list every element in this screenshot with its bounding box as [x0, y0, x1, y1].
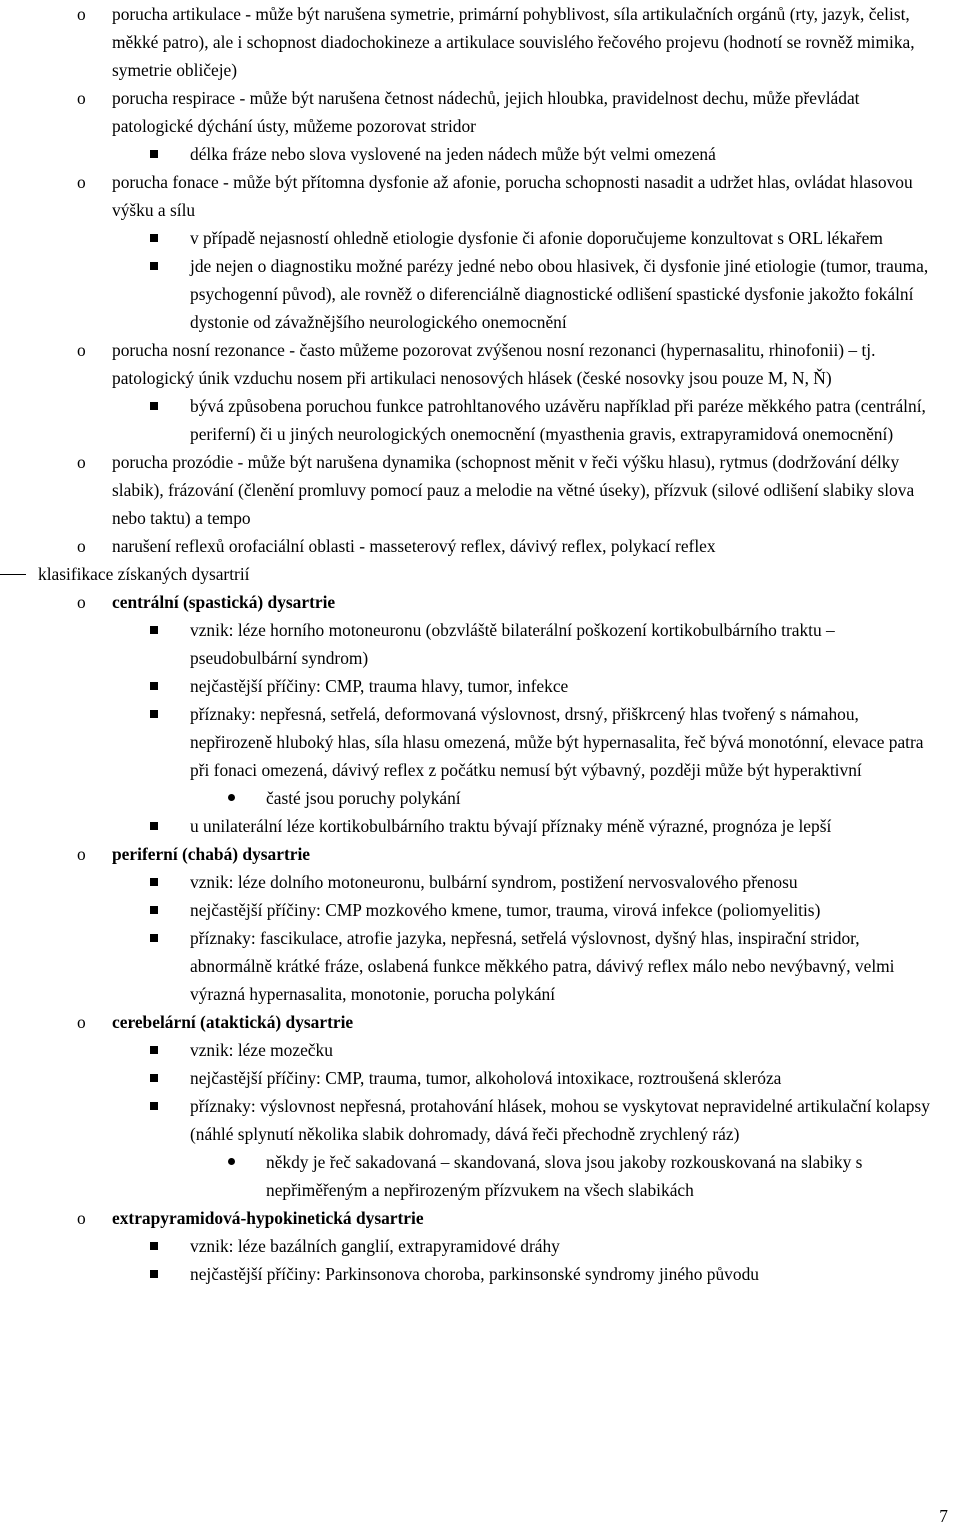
list-item-text: porucha nosní rezonance - často můžeme pozorovat zvýšenou nosní rezonanci (hypernasalitu, rhinofonii) – tj. patologický únik vzduchu nosem při artikulaci nenosových hlásek (české nosovky jsou pouze M, N, Ň): [112, 340, 876, 388]
list-item-text: vznik: léze mozečku: [190, 1040, 333, 1060]
list-item: [0, 700, 942, 784]
list-item-text: periferní (chabá) dysartrie: [112, 844, 311, 864]
list-item: [0, 168, 932, 224]
list-item: [0, 1204, 932, 1232]
list-item: [0, 812, 942, 840]
list-item: [0, 1008, 932, 1036]
list-item: [0, 1260, 942, 1288]
square-bullet-icon: [150, 262, 158, 270]
list-item-text: cerebelární (ataktická) dysartrie: [112, 1012, 354, 1032]
square-bullet-icon: [150, 1270, 158, 1278]
list-item: [0, 448, 932, 532]
list-item: [0, 1092, 942, 1148]
list-item-text: vznik: léze bazálních ganglií, extrapyramidové dráhy: [190, 1236, 560, 1256]
list-item-text: porucha respirace - může být narušena četnost nádechů, jejich hloubka, pravidelnost dechu, může převládat patologické dýchání ústy, můžeme pozorovat stridor: [112, 88, 860, 136]
square-bullet-icon: [150, 626, 158, 634]
square-bullet-icon: [150, 934, 158, 942]
square-bullet-icon: [150, 906, 158, 914]
list-item-text: klasifikace získaných dysartrií: [38, 564, 250, 584]
list-item: [0, 924, 942, 1008]
bullet-o-marker: o: [77, 452, 86, 472]
round-bullet-icon: [228, 1158, 235, 1165]
list-item: [0, 0, 932, 84]
list-item-text: nejčastější příčiny: CMP, trauma hlavy, tumor, infekce: [190, 676, 569, 696]
bullet-o-marker: o: [77, 536, 86, 556]
square-bullet-icon: [150, 234, 158, 242]
list-item: [0, 560, 938, 588]
list-item-text: nejčastější příčiny: Parkinsonova choroba, parkinsonské syndromy jiného původu: [190, 1264, 759, 1284]
list-item: [0, 588, 932, 616]
list-item: [0, 1036, 942, 1064]
square-bullet-icon: [150, 1102, 158, 1110]
list-item: [0, 1232, 942, 1260]
list-item: [0, 896, 942, 924]
list-item-text: vznik: léze horního motoneuronu (obzvláště bilaterální poškození kortikobulbárního traktu – pseudobulbární syndrom): [190, 620, 835, 668]
bullet-o-marker: o: [77, 1208, 86, 1228]
square-bullet-icon: [150, 1046, 158, 1054]
bullet-o-marker: o: [77, 1012, 86, 1032]
bullet-o-marker: o: [77, 340, 86, 360]
square-bullet-icon: [150, 878, 158, 886]
list-item: [0, 616, 942, 672]
list-item-text: nejčastější příčiny: CMP, trauma, tumor, alkoholová intoxikace, roztroušená skleróza: [190, 1068, 782, 1088]
list-item-text: extrapyramidová-hypokinetická dysartrie: [112, 1208, 424, 1228]
bullet-o-marker: o: [77, 88, 86, 108]
list-item: [0, 392, 942, 448]
list-item-text: délka fráze nebo slova vyslovené na jeden nádech může být velmi omezená: [190, 144, 716, 164]
list-item: [0, 1148, 936, 1204]
list-item-text: v případě nejasností ohledně etiologie dysfonie či afonie doporučujeme konzultovat s ORL lékařem: [190, 228, 883, 248]
dash-bullet-icon: [0, 574, 26, 575]
list-item: [0, 840, 932, 868]
list-item-text: porucha artikulace - může být narušena symetrie, primární pohyblivost, síla artikulačních orgánů (rty, jazyk, čelist, měkké patro), ale i schopnost diadochokineze a artikulace souvislého řečového projevu (hodnotí se rovněž mimika, symetrie obličeje): [112, 4, 915, 80]
square-bullet-icon: [150, 710, 158, 718]
list-item-text: centrální (spastická) dysartrie: [112, 592, 336, 612]
list-item-text: porucha prozódie - může být narušena dynamika (schopnost měnit v řeči výšku hlasu), rytmus (dodržování délky slabik), frázování (členění promluvy pomocí pauz a melodie na větné úseky), přízvuk (silové odlišení slabiky slova nebo taktu) a tempo: [112, 452, 915, 528]
list-item-text: narušení reflexů orofaciální oblasti - masseterový reflex, dávivý reflex, polykací reflex: [112, 536, 716, 556]
bullet-o-marker: o: [77, 172, 86, 192]
list-item-text: bývá způsobena poruchou funkce patrohltanového uzávěru například při paréze měkkého patra (centrální, periferní) či u jiných neurologických onemocnění (myasthenia gravis, extrapyramidová onemocnění): [190, 396, 926, 444]
list-item: [0, 140, 942, 168]
list-item: [0, 784, 936, 812]
list-item: [0, 84, 932, 140]
square-bullet-icon: [150, 682, 158, 690]
list-item-text: jde nejen o diagnostiku možné parézy jedné nebo obou hlasivek, či dysfonie jiné etiologie (tumor, trauma, psychogenní původ), ale rovněž o diferenciálně diagnostické odlišení spastické dysfonie jakožto fokální dystonie od závažnějšího neurologického onemocnění: [190, 256, 929, 332]
list-item: [0, 672, 942, 700]
bullet-o-marker: o: [77, 592, 86, 612]
square-bullet-icon: [150, 402, 158, 410]
square-bullet-icon: [150, 822, 158, 830]
list-item: [0, 868, 942, 896]
list-item: [0, 224, 942, 252]
list-item: [0, 1064, 942, 1092]
list-item-text: někdy je řeč sakadovaná – skandovaná, slova jsou jakoby rozkouskovaná na slabiky s nepřiměřeným a nepřirozeným přízvukem na všech slabikách: [266, 1152, 863, 1200]
list-item-text: příznaky: fascikulace, atrofie jazyka, nepřesná, setřelá výslovnost, dyšný hlas, inspirační stridor, abnormálně krátké fráze, oslabená funkce měkkého patra, dávivý reflex málo nebo nevýbavný, velmi výrazná hypernasalita, monotonie, porucha polykání: [190, 928, 895, 1004]
page-number: 7: [939, 1506, 948, 1526]
list-item: [0, 252, 942, 336]
list-item-text: vznik: léze dolního motoneuronu, bulbární syndrom, postižení nervosvalového přenosu: [190, 872, 798, 892]
bullet-o-marker: o: [77, 4, 86, 24]
list-item-text: příznaky: nepřesná, setřelá, deformovaná výslovnost, drsný, přiškrcený hlas tvořený s námahou, nepřirozeně hluboký hlas, síla hlasu omezená, může být hypernasalita, řeč bývá monotónní, elevace patra při fonaci omezená, dávivý reflex z počátku nemusí být výbavný, později může být hyperaktivní: [190, 704, 924, 780]
list-item: [0, 532, 932, 560]
list-item: [0, 336, 932, 392]
bullet-o-marker: o: [77, 844, 86, 864]
list-item-text: časté jsou poruchy polykání: [266, 788, 461, 808]
round-bullet-icon: [228, 794, 235, 801]
square-bullet-icon: [150, 1074, 158, 1082]
list-item-text: porucha fonace - může být přítomna dysfonie až afonie, porucha schopnosti nasadit a udržet hlas, ovládat hlasovou výšku a sílu: [112, 172, 913, 220]
list-item-text: nejčastější příčiny: CMP mozkového kmene, tumor, trauma, virová infekce (poliomyelitis): [190, 900, 821, 920]
list-item-text: příznaky: výslovnost nepřesná, protahování hlásek, mohou se vyskytovat nepravidelné artikulační kolapsy (náhlé splynutí několika slabik dohromady, dává řeči přechodně zrychlený ráz): [190, 1096, 930, 1144]
square-bullet-icon: [150, 150, 158, 158]
list-item-text: u unilaterální léze kortikobulbárního traktu bývají příznaky méně výrazné, prognóza je lepší: [190, 816, 832, 836]
square-bullet-icon: [150, 1242, 158, 1250]
